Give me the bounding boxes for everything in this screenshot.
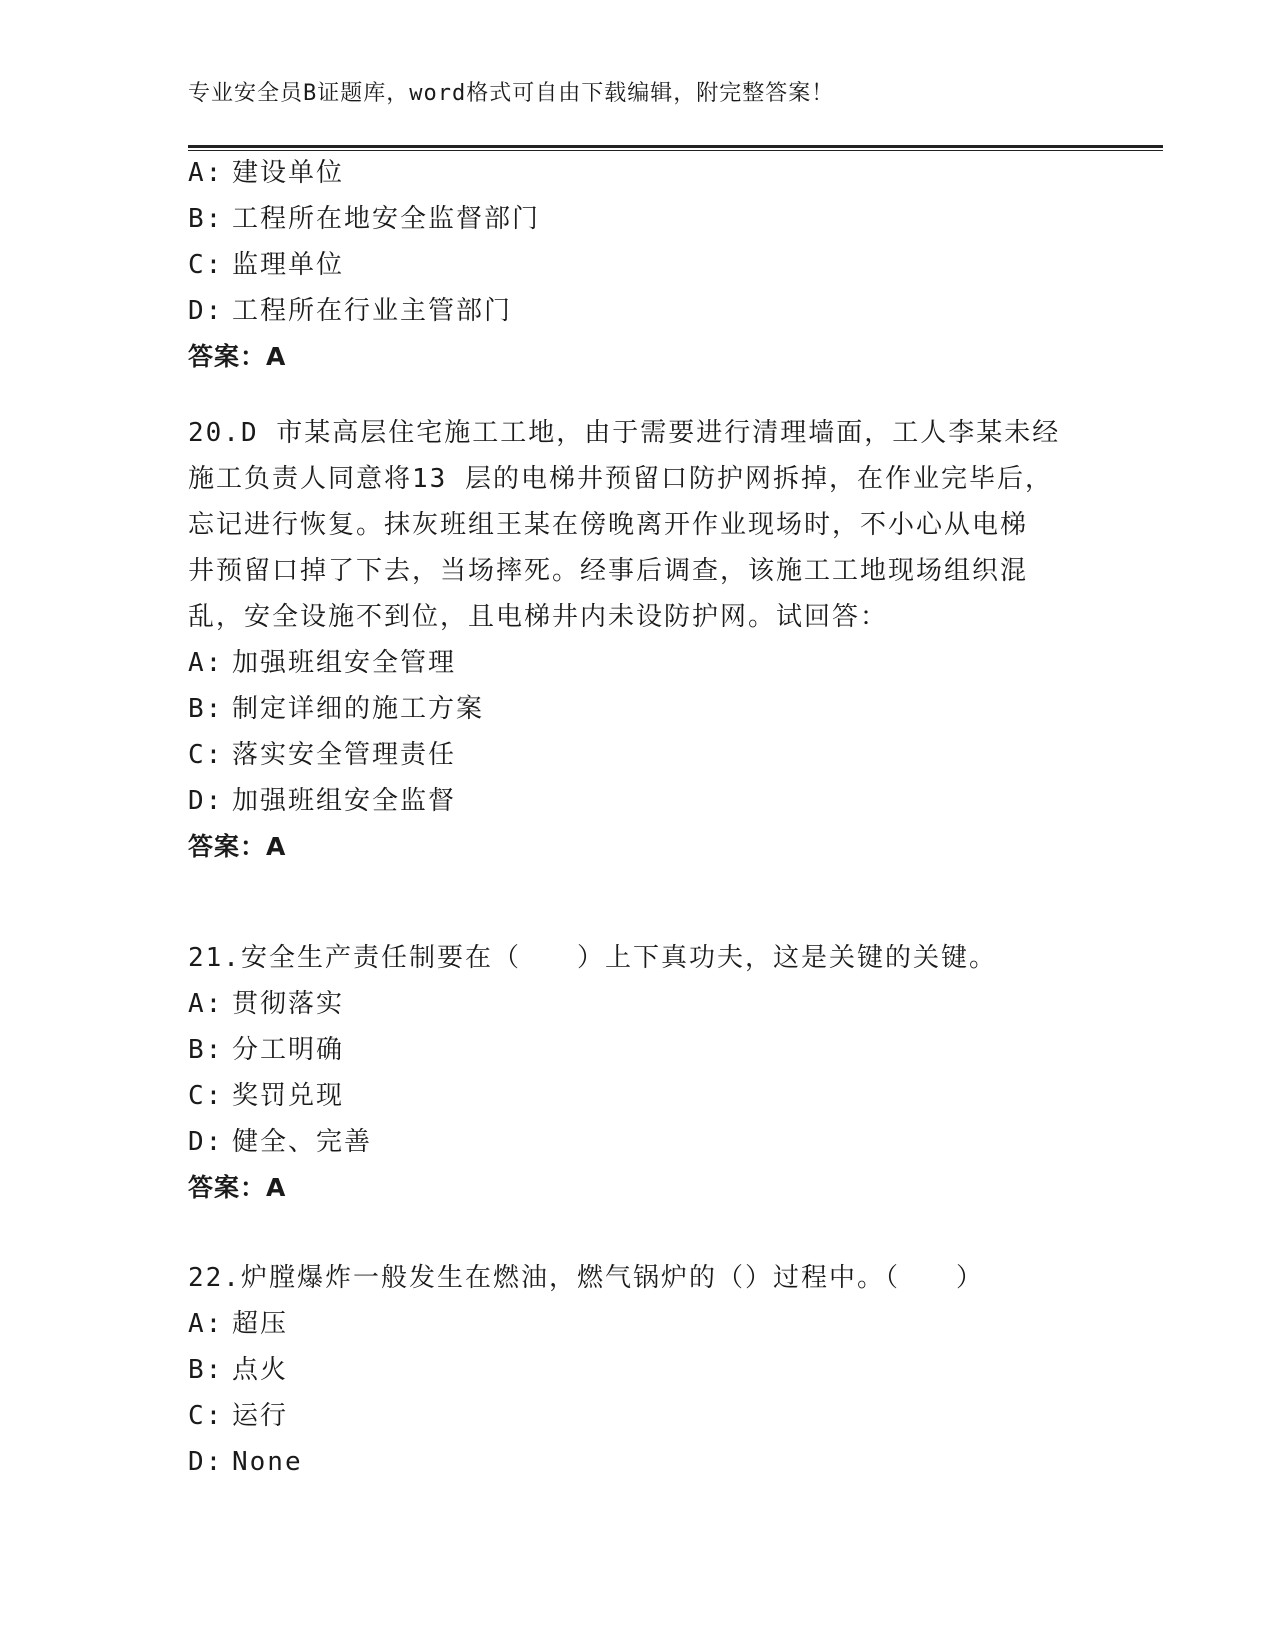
answer-line: 答案：A (188, 832, 287, 861)
question-stem-line: 施工负责人同意将13 层的电梯井预留口防护网拆掉，在作业完毕后， (188, 464, 1053, 494)
option-text: 运行 (232, 1401, 289, 1431)
option-row (188, 732, 1088, 778)
question-19 (188, 150, 1088, 380)
header-note: 专业安全员B证题库，word格式可自由下载编辑，附完整答案！ (188, 81, 835, 106)
option-key: A: (188, 989, 224, 1019)
question-stem: 22.炉膛爆炸一般发生在燃油，燃气锅炉的（）过程中。（ ） (188, 1263, 984, 1293)
option-text: 分工明确 (232, 1035, 345, 1065)
option-text: 落实安全管理责任 (232, 740, 457, 770)
answer-line: 答案：A (188, 1173, 287, 1202)
option-text: 贯彻落实 (232, 989, 345, 1019)
option-row (188, 1119, 1088, 1165)
question-stem-line: 乱，安全设施不到位，且电梯井内未设防护网。试回答： (188, 602, 889, 632)
option-row (188, 150, 1088, 196)
question-20 (188, 410, 1088, 870)
option-text: None (232, 1447, 303, 1477)
option-text: 监理单位 (232, 250, 345, 280)
option-key: A: (188, 1309, 224, 1339)
option-text: 超压 (232, 1309, 289, 1339)
option-key: A: (188, 158, 224, 188)
option-text: 工程所在行业主管部门 (232, 296, 513, 326)
option-key: D: (188, 786, 224, 816)
option-key: C: (188, 1401, 224, 1431)
option-row (188, 196, 1088, 242)
option-key: D: (188, 1127, 224, 1157)
option-text: 加强班组安全管理 (232, 648, 457, 678)
option-key: A: (188, 648, 224, 678)
option-text: 建设单位 (232, 158, 345, 188)
option-row (188, 1073, 1088, 1119)
option-key: B: (188, 1355, 224, 1385)
option-row (188, 288, 1088, 334)
option-key: C: (188, 1081, 224, 1111)
option-row (188, 686, 1088, 732)
option-text: 制定详细的施工方案 (232, 694, 485, 724)
question-stem-line: 井预留口掉了下去，当场摔死。经事后调查，该施工工地现场组织混 (188, 556, 1029, 586)
question-21 (188, 935, 1088, 1211)
option-key: D: (188, 296, 224, 326)
option-row (188, 1393, 1088, 1439)
option-row (188, 1439, 1088, 1485)
option-text: 工程所在地安全监督部门 (232, 204, 541, 234)
option-key: B: (188, 694, 224, 724)
option-row (188, 640, 1088, 686)
option-row (188, 242, 1088, 288)
option-row (188, 1301, 1088, 1347)
option-text: 加强班组安全监督 (232, 786, 457, 816)
option-key: B: (188, 1035, 224, 1065)
question-stem-line: 忘记进行恢复。抹灰班组王某在傍晚离开作业现场时，不小心从电梯 (188, 510, 1029, 540)
option-key: C: (188, 740, 224, 770)
option-row (188, 1347, 1088, 1393)
option-row (188, 1027, 1088, 1073)
option-text: 健全、完善 (232, 1127, 373, 1157)
option-key: D: (188, 1447, 224, 1477)
question-stem-line: 20.D 市某高层住宅施工工地，由于需要进行清理墙面，工人李某未经 (188, 418, 1061, 448)
question-stem: 21.安全生产责任制要在（ ）上下真功夫，这是关键的关键。 (188, 943, 997, 973)
option-key: C: (188, 250, 224, 280)
option-text: 点火 (232, 1355, 289, 1385)
question-22 (188, 1255, 1088, 1485)
option-row (188, 778, 1088, 824)
option-row (188, 981, 1088, 1027)
answer-line: 答案：A (188, 342, 287, 371)
option-text: 奖罚兑现 (232, 1081, 345, 1111)
option-key: B: (188, 204, 224, 234)
